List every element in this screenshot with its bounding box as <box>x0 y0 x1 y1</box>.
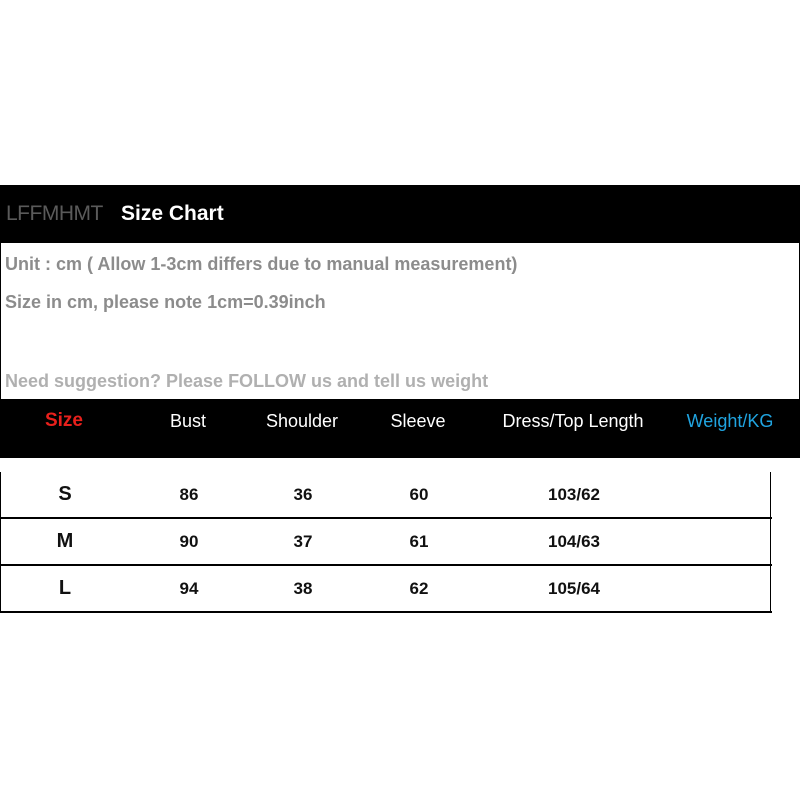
header-shoulder: Shoulder <box>265 411 339 431</box>
cell-shoulder: 38 <box>293 579 313 598</box>
column-divider <box>770 519 771 566</box>
column-divider <box>770 566 771 613</box>
row-divider <box>1 611 772 613</box>
size-chart <box>0 185 800 613</box>
cell-bust: 90 <box>179 532 199 551</box>
conversion-note: Size in cm, please note 1cm=0.39inch <box>5 292 326 312</box>
header-length: Dress/Top Length <box>502 411 644 431</box>
notes-section <box>0 243 800 399</box>
title-bar <box>0 185 800 243</box>
table-header <box>0 399 800 458</box>
table-row <box>0 519 800 566</box>
cell-length: 103/62 <box>548 485 600 504</box>
cell-shoulder: 36 <box>293 485 313 504</box>
cell-size: M <box>56 530 74 552</box>
cell-size: S <box>58 483 72 505</box>
cell-size: L <box>58 577 72 599</box>
cell-bust: 86 <box>179 485 199 504</box>
suggestion-note: Need suggestion? Please FOLLOW us and tell us weight <box>5 371 489 391</box>
header-weight: Weight/KG <box>686 411 774 431</box>
cell-length: 105/64 <box>548 579 600 598</box>
cell-shoulder: 37 <box>293 532 313 551</box>
cell-bust: 94 <box>179 579 199 598</box>
column-divider <box>770 472 771 519</box>
chart-title: Size Chart <box>121 202 224 225</box>
cell-sleeve: 60 <box>409 485 429 504</box>
brand-name: LFFMHMT <box>6 202 103 225</box>
cell-weight <box>671 566 791 611</box>
cell-sleeve: 62 <box>409 579 429 598</box>
header-size: Size <box>44 410 84 431</box>
table-row <box>0 566 800 613</box>
cell-weight <box>671 519 791 564</box>
cell-sleeve: 61 <box>409 532 429 551</box>
header-sleeve: Sleeve <box>390 411 446 431</box>
header-bust: Bust <box>169 411 207 431</box>
cell-length: 104/63 <box>548 532 600 551</box>
table-row <box>0 472 800 519</box>
cell-weight <box>671 472 791 517</box>
unit-note: Unit : cm ( Allow 1-3cm differs due to manual measurement) <box>5 254 518 274</box>
